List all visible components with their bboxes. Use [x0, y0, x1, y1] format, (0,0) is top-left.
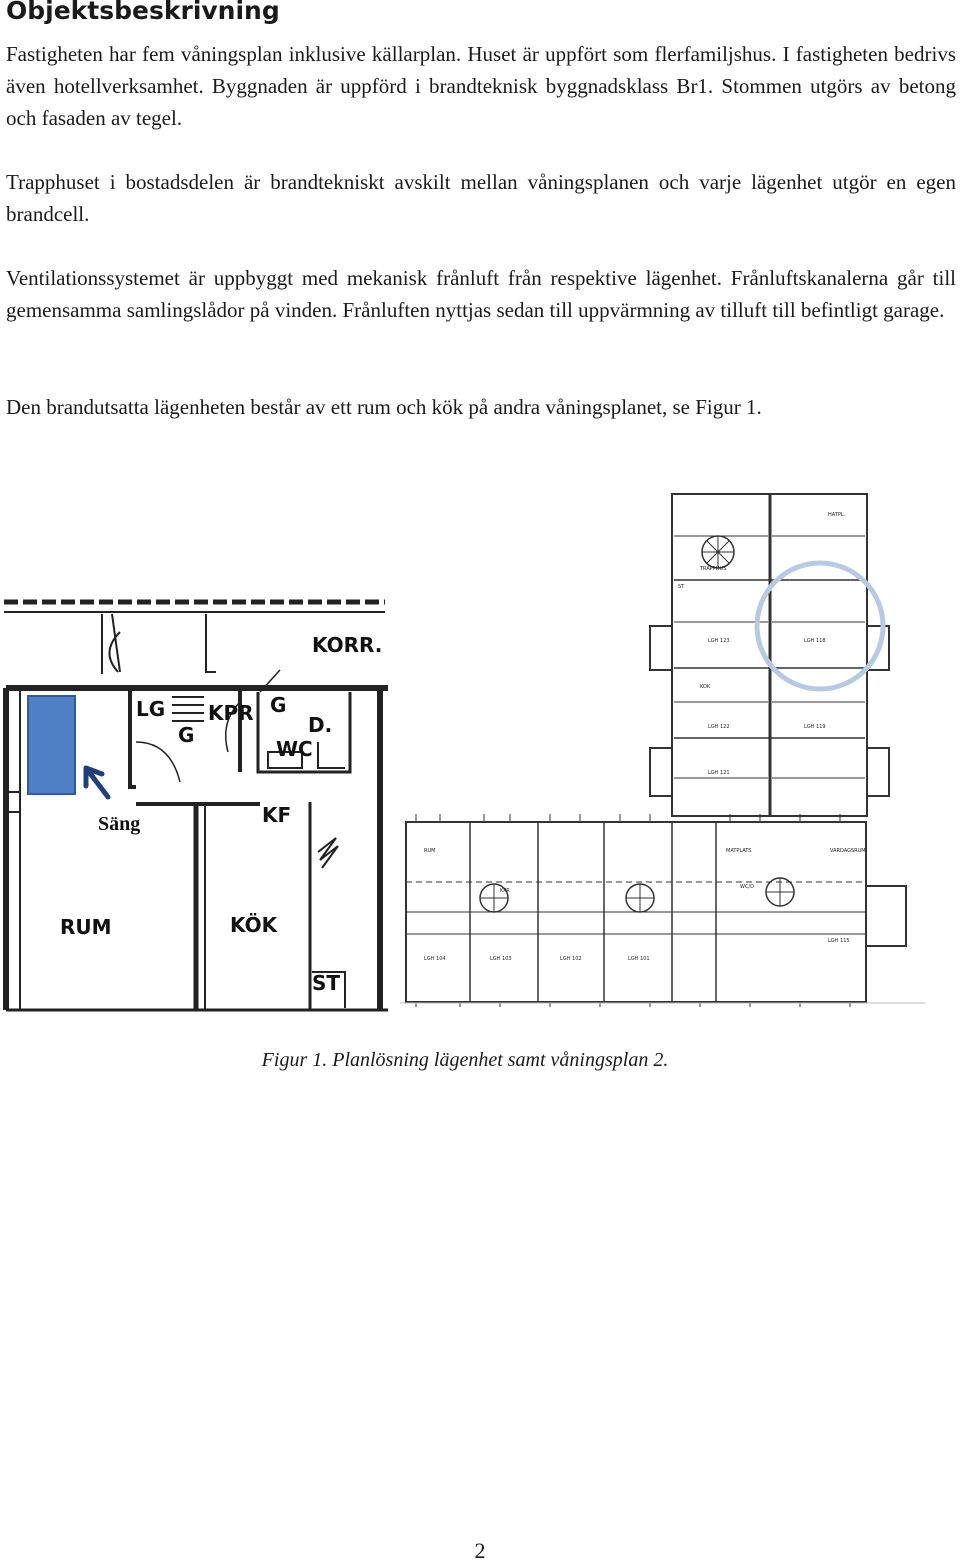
- room-label: TRAPPHUS: [700, 566, 727, 572]
- room-label: HATPL.: [828, 512, 846, 518]
- label-g-wc: G: [270, 693, 287, 717]
- room-label: LGH 121: [708, 770, 730, 776]
- room-label: ST: [678, 584, 685, 590]
- bed-marker: [28, 696, 75, 794]
- room-label: VARDAGSRUM: [830, 848, 866, 854]
- room-label: LGH 123: [708, 638, 730, 644]
- room-label: LGH 119: [804, 724, 826, 730]
- label-d: D.: [308, 713, 333, 737]
- floor-plan-level-2: [400, 492, 925, 1007]
- section-heading: Objektsbeskrivning: [6, 0, 280, 25]
- apartment-floor-plan: [0, 592, 392, 1028]
- room-label: MATPLATS: [726, 848, 752, 854]
- label-kpr: KPR: [208, 701, 254, 725]
- label-rum: RUM: [60, 915, 112, 939]
- paragraph-ventilation: Ventilationssystemet är uppbyggt med mekanisk frånluft från respektive lägenhet. Frånluftskanalerna går till gemensamma samlingslådor på vinden. Frånluften nyttjas sedan till uppvärmning av tilluft till befintligt garage.: [6, 266, 956, 322]
- room-label: KPR: [500, 888, 510, 894]
- figure-caption: Figur 1. Planlösning lägenhet samt våningsplan 2.: [261, 1049, 669, 1071]
- paragraph-apartment: Den brandutsatta lägenheten består av ett rum och kök på andra våningsplanet, se Figur 1.: [6, 395, 762, 419]
- room-label: LGH 122: [708, 724, 730, 730]
- page-number: 2: [474, 1538, 486, 1563]
- room-label: RUM: [424, 848, 436, 854]
- label-kok: KÖK: [230, 913, 278, 937]
- label-lg: LG: [136, 697, 166, 721]
- bed-arrow-icon: [86, 768, 108, 797]
- room-label: LGH 101: [628, 956, 650, 962]
- room-label: KOK: [700, 684, 711, 690]
- room-label: LGH 118: [804, 638, 826, 644]
- paragraph-stairwell: Trapphuset i bostadsdelen är brandtekniskt avskilt mellan våningsplanen och varje lägenhet utgör en egen brandcell.: [6, 170, 956, 226]
- room-label: LGH 104: [424, 956, 446, 962]
- label-bed: Säng: [98, 813, 141, 835]
- room-label: LGH 115: [828, 938, 850, 944]
- highlight-circle: [757, 563, 883, 689]
- room-label: LGH 102: [560, 956, 582, 962]
- room-label: WC/D: [740, 884, 754, 890]
- paragraph-building: Fastigheten har fem våningsplan inklusive källarplan. Huset är uppfört som flerfamiljshus. I fastigheten bedrivs även hotellverksamhet. Byggnaden är uppförd i brandteknisk byggnadsklass Br1. Stommen utgörs av betong och fasaden av tegel.: [6, 42, 956, 130]
- label-g-kpr: G: [178, 723, 195, 747]
- label-st: ST: [312, 971, 341, 995]
- room-label: LGH 103: [490, 956, 512, 962]
- label-korr: KORR.: [312, 633, 383, 657]
- label-wc: WC: [276, 737, 313, 761]
- label-kf: KF: [262, 803, 292, 827]
